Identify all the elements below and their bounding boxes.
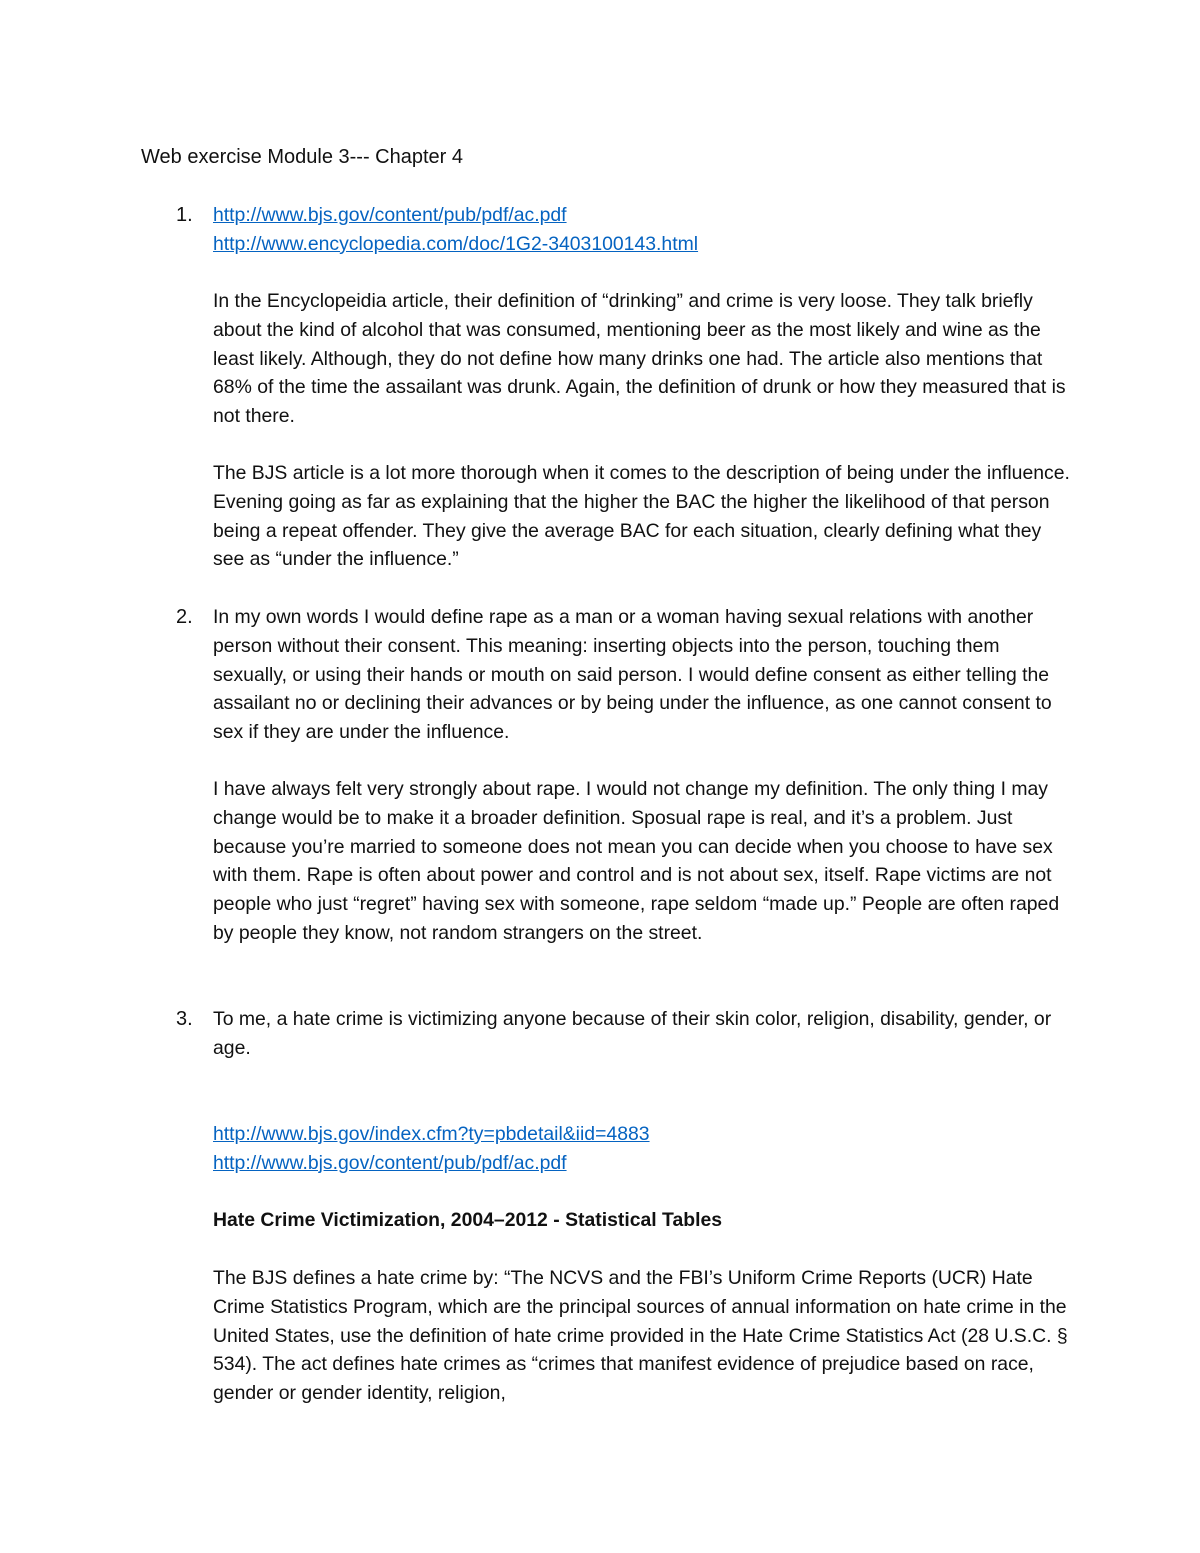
item-2-paragraph-2: I have always felt very strongly about rape. I would not change my definition. The only thing I may change would be to make it a broader definition. Sposual rape is real, and it’s a problem. Just because you’re married to someone does not mean you can decide when you choose to have sex with them. Rape is often about power and control and is not about sex, itself. Rape victims are not people who just “regret” having sex with someone, rape seldom “made up.” People are often raped by people they know, not random strangers on the street. — [213, 778, 1060, 944]
item-1-links — [213, 201, 1073, 259]
link-bjs-ac-pdf[interactable]: http://www.bjs.gov/content/pub/pdf/ac.pdf — [213, 204, 567, 226]
link-encyclopedia-article[interactable]: http://www.encyclopedia.com/doc/1G2-3403100143.html — [213, 232, 699, 255]
document-title: Web exercise Module 3--- Chapter 4 — [141, 146, 463, 168]
link-bjs-ac-pdf-2[interactable]: http://www.bjs.gov/content/pub/pdf/ac.pdf — [213, 1151, 567, 1174]
list-number-3: 3. — [176, 1008, 193, 1030]
list-number-2: 2. — [176, 606, 193, 628]
item-1-paragraph-1: In the Encyclopeidia article, their definition of “drinking” and crime is very loose. They talk briefly about the kind of alcohol that was consumed, mentioning beer as the most likely and wine as the least likely. Although, they do not define how many drinks one had. The article also mentions that 68% of the time the assailant was drunk. Again, the definition of drunk or how they measured that is not there. — [213, 290, 1066, 428]
item-3-closing-paragraph: The BJS defines a hate crime by: “The NCVS and the FBI’s Uniform Crime Reports (UCR) Hate Crime Statistics Program, which are the principal sources of annual information on hate crime in the United States, use the definition of hate crime provided in the Hate Crime Statistics Act (28 U.S.C. § 534). The act defines hate crimes as “crimes that manifest evidence of prejudice based on race, gender or gender identity, religion, — [213, 1267, 1068, 1405]
link-bjs-hate-crime-detail[interactable]: http://www.bjs.gov/index.cfm?ty=pbdetail&iid=4883 — [213, 1123, 650, 1145]
item-2-paragraph-1: In my own words I would define rape as a man or a woman having sexual relations with another person without their consent. This meaning: inserting objects into the person, touching them sexually, or using their hands or mouth on said person. I would define consent as either telling the assailant no or declining their advances or by being under the influence, as one cannot consent to sex if they are under the influence. — [213, 606, 1052, 744]
item-3-paragraph-1: To me, a hate crime is victimizing anyone because of their skin color, religion, disability, gender, or age. — [213, 1008, 1052, 1059]
item-1-paragraph-2: The BJS article is a lot more thorough when it comes to the description of being under the influence. Evening going as far as explaining that the higher the BAC the higher the likelihood of that person being a repeat offender. They give the average BAC for each situation, clearly defining what they see as “under the influence.” — [213, 462, 1070, 571]
list-number-1: 1. — [176, 204, 193, 226]
item-3-heading: Hate Crime Victimization, 2004–2012 - Statistical Tables — [213, 1209, 723, 1231]
item-3-links — [213, 1120, 1073, 1178]
